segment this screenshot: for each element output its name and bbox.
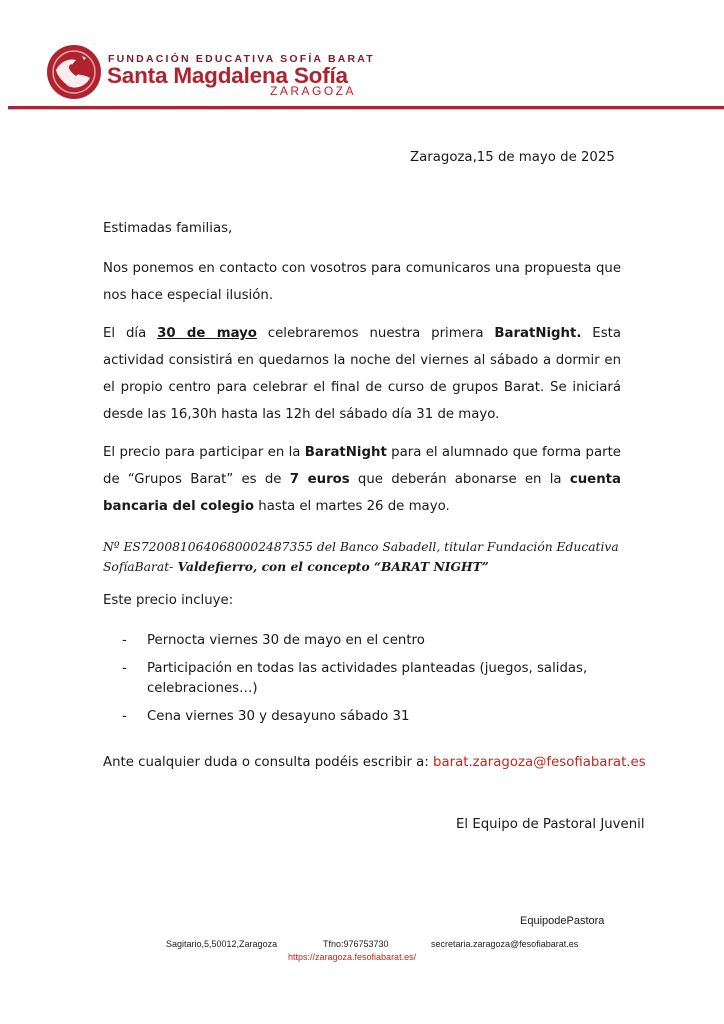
list-item-text: Cena viernes 30 y desayuno sábado 31 bbox=[147, 709, 410, 724]
org-name: Santa Magdalena Sofía bbox=[107, 63, 348, 88]
header-divider-shadow bbox=[8, 109, 724, 110]
paragraph-text: que deberán abonarse en la bbox=[349, 472, 570, 487]
paragraph-event bbox=[103, 320, 621, 428]
org-city: ZARAGOZA bbox=[270, 84, 357, 98]
paragraph-text: El precio para participar en la bbox=[103, 445, 305, 460]
footer-address: Sagitario,5,50012,Zaragoza bbox=[166, 939, 278, 949]
bullet: - bbox=[122, 633, 127, 648]
footer-url-link[interactable]: https://zaragoza.fesofiabarat.es/ bbox=[288, 952, 417, 962]
paragraph-text: El día bbox=[103, 326, 158, 341]
bank-concept: Valdefierro, con el concepto “BARAT NIGHT” bbox=[173, 559, 489, 574]
list-item-text: Pernocta viernes 30 de mayo en el centro bbox=[147, 633, 425, 648]
footer-signature: EquipodePastora bbox=[520, 915, 605, 927]
paragraph-intro: Nos ponemos en contacto con vosotros para comunicaros una propuesta que nos hace especial ilusión. bbox=[103, 261, 621, 303]
paragraph-text: Esta actividad consistirá en quedarnos la noche del viernes al sábado a dormir en el propio centro para celebrar el final de curso de grupos Barat. Se iniciará desde las 16,30h hasta las 12h del sábado día 31 de mayo. bbox=[103, 326, 621, 422]
bullet: - bbox=[122, 709, 127, 724]
paragraph-price bbox=[103, 439, 621, 520]
event-name: BaratNight. bbox=[494, 326, 582, 341]
includes-list bbox=[122, 631, 602, 735]
list-item bbox=[122, 631, 602, 651]
org-line: FUNDACIÓN EDUCATIVA SOFÍA BARAT bbox=[108, 53, 375, 65]
contact-text: Ante cualquier duda o consulta podéis escribir a: bbox=[103, 755, 434, 770]
signature: El Equipo de Pastoral Juvenil bbox=[456, 817, 645, 832]
paragraph-text: celebraremos nuestra primera bbox=[256, 326, 495, 341]
paragraph-text: hasta el martes 26 de mayo. bbox=[254, 499, 450, 514]
contact-line bbox=[103, 755, 646, 770]
list-item bbox=[122, 659, 602, 699]
bullet: - bbox=[122, 661, 127, 676]
footer-phone: Tfno:976753730 bbox=[323, 939, 389, 949]
includes-intro: Este precio incluye: bbox=[103, 593, 234, 608]
price: 7 euros bbox=[289, 472, 350, 487]
bank-details bbox=[103, 537, 623, 577]
globe-heart-icon bbox=[46, 44, 102, 100]
list-item-text: Participación en todas las actividades planteadas (juegos, salidas, celebraciones…) bbox=[147, 661, 588, 696]
list-item bbox=[122, 707, 602, 727]
bank-account-label: cuenta bancaria del colegio bbox=[103, 472, 621, 514]
paragraph-text: para el alumnado que forma parte de “Grupos Barat” es de bbox=[103, 445, 621, 487]
letter-date: Zaragoza,15 de mayo de 2025 bbox=[410, 150, 615, 165]
greeting: Estimadas familias, bbox=[103, 221, 233, 236]
bank-account-number: Nº ES7200810640680002487355 del Banco Sabadell, titular Fundación Educativa SofíaBarat- bbox=[103, 540, 619, 574]
event-date: 30 de mayo bbox=[157, 326, 257, 341]
contact-email-link[interactable]: barat.zaragoza@fesofiabarat.es bbox=[433, 755, 646, 770]
event-name: BaratNight bbox=[304, 445, 387, 460]
footer-email[interactable]: secretaria.zaragoza@fesofiabarat.es bbox=[431, 939, 579, 949]
